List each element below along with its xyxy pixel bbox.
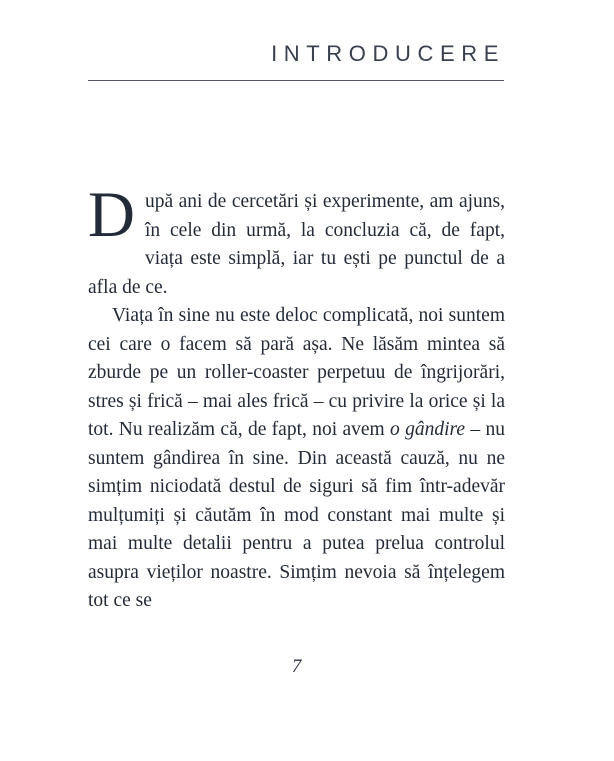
paragraph-second-tail: – nu suntem gândirea în sine. Din această cauză, nu ne simțim niciodată destul de siguri să fim într-adevăr mulțumiți și căutăm în mod constant mai multe și mai multe detalii pentru a putea prelua controlul asupra vieților noastre. Simțim nevoia să înțelegem tot ce se — [88, 419, 505, 611]
paragraph-first — [88, 179, 505, 302]
paragraph-second — [88, 302, 505, 616]
paragraph-first-text: upă ani de cercetări și experimente, am ajuns, în cele din urmă, la concluzia că, de fapt, viața este simplă, iar tu ești pe punctul de a afla de ce. — [88, 191, 505, 298]
page-number: 7 — [291, 656, 302, 677]
header-rule — [88, 80, 504, 81]
chapter-title: INTRODUCERE — [271, 41, 505, 66]
body-text — [88, 179, 505, 616]
emphasis-text: o gândire — [390, 419, 466, 440]
paragraph-second-lead: Viața în sine nu este deloc complicată, noi suntem cei care o facem să pară așa. Ne lăsăm mintea să zburde pe un roller-coaster perpetuu de îngrijorări, stres și frică – mai ales frică – cu privire la orice și la tot. Nu realizăm că, de fapt, noi avem — [88, 305, 505, 440]
drop-cap: D — [88, 179, 135, 251]
